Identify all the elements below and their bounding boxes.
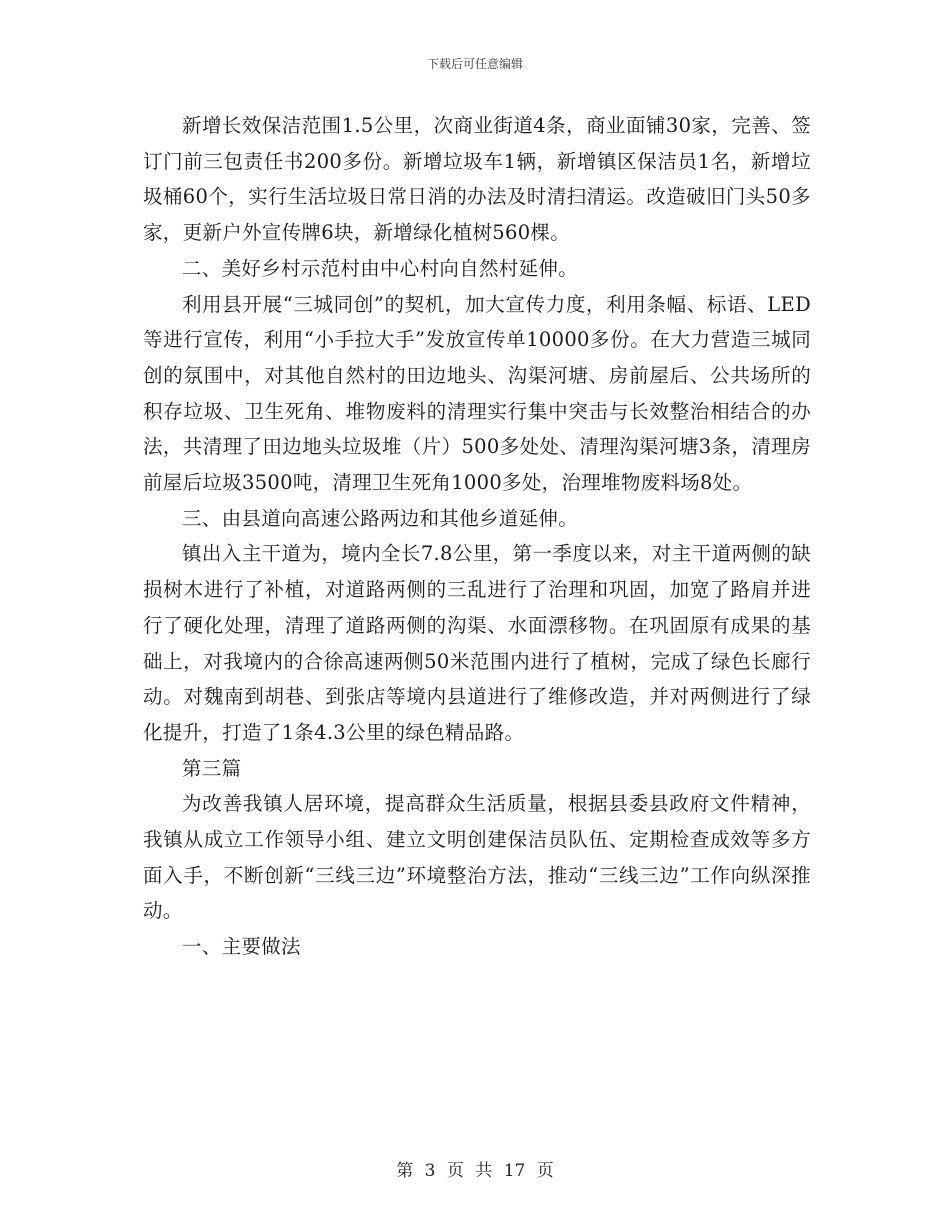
section-heading-main-practices: 一、主要做法 bbox=[182, 935, 301, 959]
page-number-footer: 第 3 页 共 17 页 bbox=[396, 1161, 554, 1181]
chapter-heading: 第三篇 bbox=[182, 756, 242, 780]
paragraph-village-cleanup: 利用县开展“三城同创”的契机，加大宣传力度，利用条幅、标语、LED等进行宣传，利用“小手拉大手”发放宣传单10000多份。在大力营造三城同创的氛围中，对其他自然村的田边地头、沟渠河塘、房前屋后、公共场所的积存垃圾、卫生死角、堆物废料的清理实行集中突击与长效整治相结合的办法，共清理了田边地头垃圾堆（片）500多处处、清理沟渠河塘3条，清理房前屋后垃圾3500吨，清理卫生死角1000多处，治理堆物废料场8处。 bbox=[143, 292, 811, 495]
section-heading-three: 三、由县道向高速公路两边和其他乡道延伸。 bbox=[182, 506, 579, 530]
page-header: 下载后可任意编辑 bbox=[426, 57, 523, 71]
section-heading-two: 二、美好乡村示范村由中心村向自然村延伸。 bbox=[182, 256, 579, 280]
document-body bbox=[143, 108, 811, 965]
paragraph-introduction: 为改善我镇人居环境，提高群众生活质量，根据县委县政府文件精神，我镇从成立工作领导小组、建立文明创建保洁员队伍、定期检查成效等多方面入手，不断创新“三线三边”环境整治方法，推动“三线三边”工作向纵深推动。 bbox=[143, 792, 811, 923]
paragraph-cleaning-stats: 新增长效保洁范围1.5公里，次商业街道4条，商业面铺30家，完善、签订门前三包责任书200多份。新增垃圾车1辆，新增镇区保洁员1名，新增垃圾桶60个，实行生活垃圾日常日消的办法及时清扫清运。改造破旧门头50多家，更新户外宣传牌6块，新增绿化植树560棵。 bbox=[143, 114, 811, 245]
paragraph-road-greening: 镇出入主干道为，境内全长7.8公里，第一季度以来，对主干道两侧的缺损树木进行了补植，对道路两侧的三乱进行了治理和巩固，加宽了路肩并进行了硬化处理，清理了道路两侧的沟渠、水面漂移物。在巩固原有成果的基础上，对我境内的合徐高速两侧50米范围内进行了植树，完成了绿色长廊行动。对魏南到胡巷、到张店等境内县道进行了维修改造，并对两侧进行了绿化提升，打造了1条4.3公里的绿色精品路。 bbox=[143, 542, 811, 744]
